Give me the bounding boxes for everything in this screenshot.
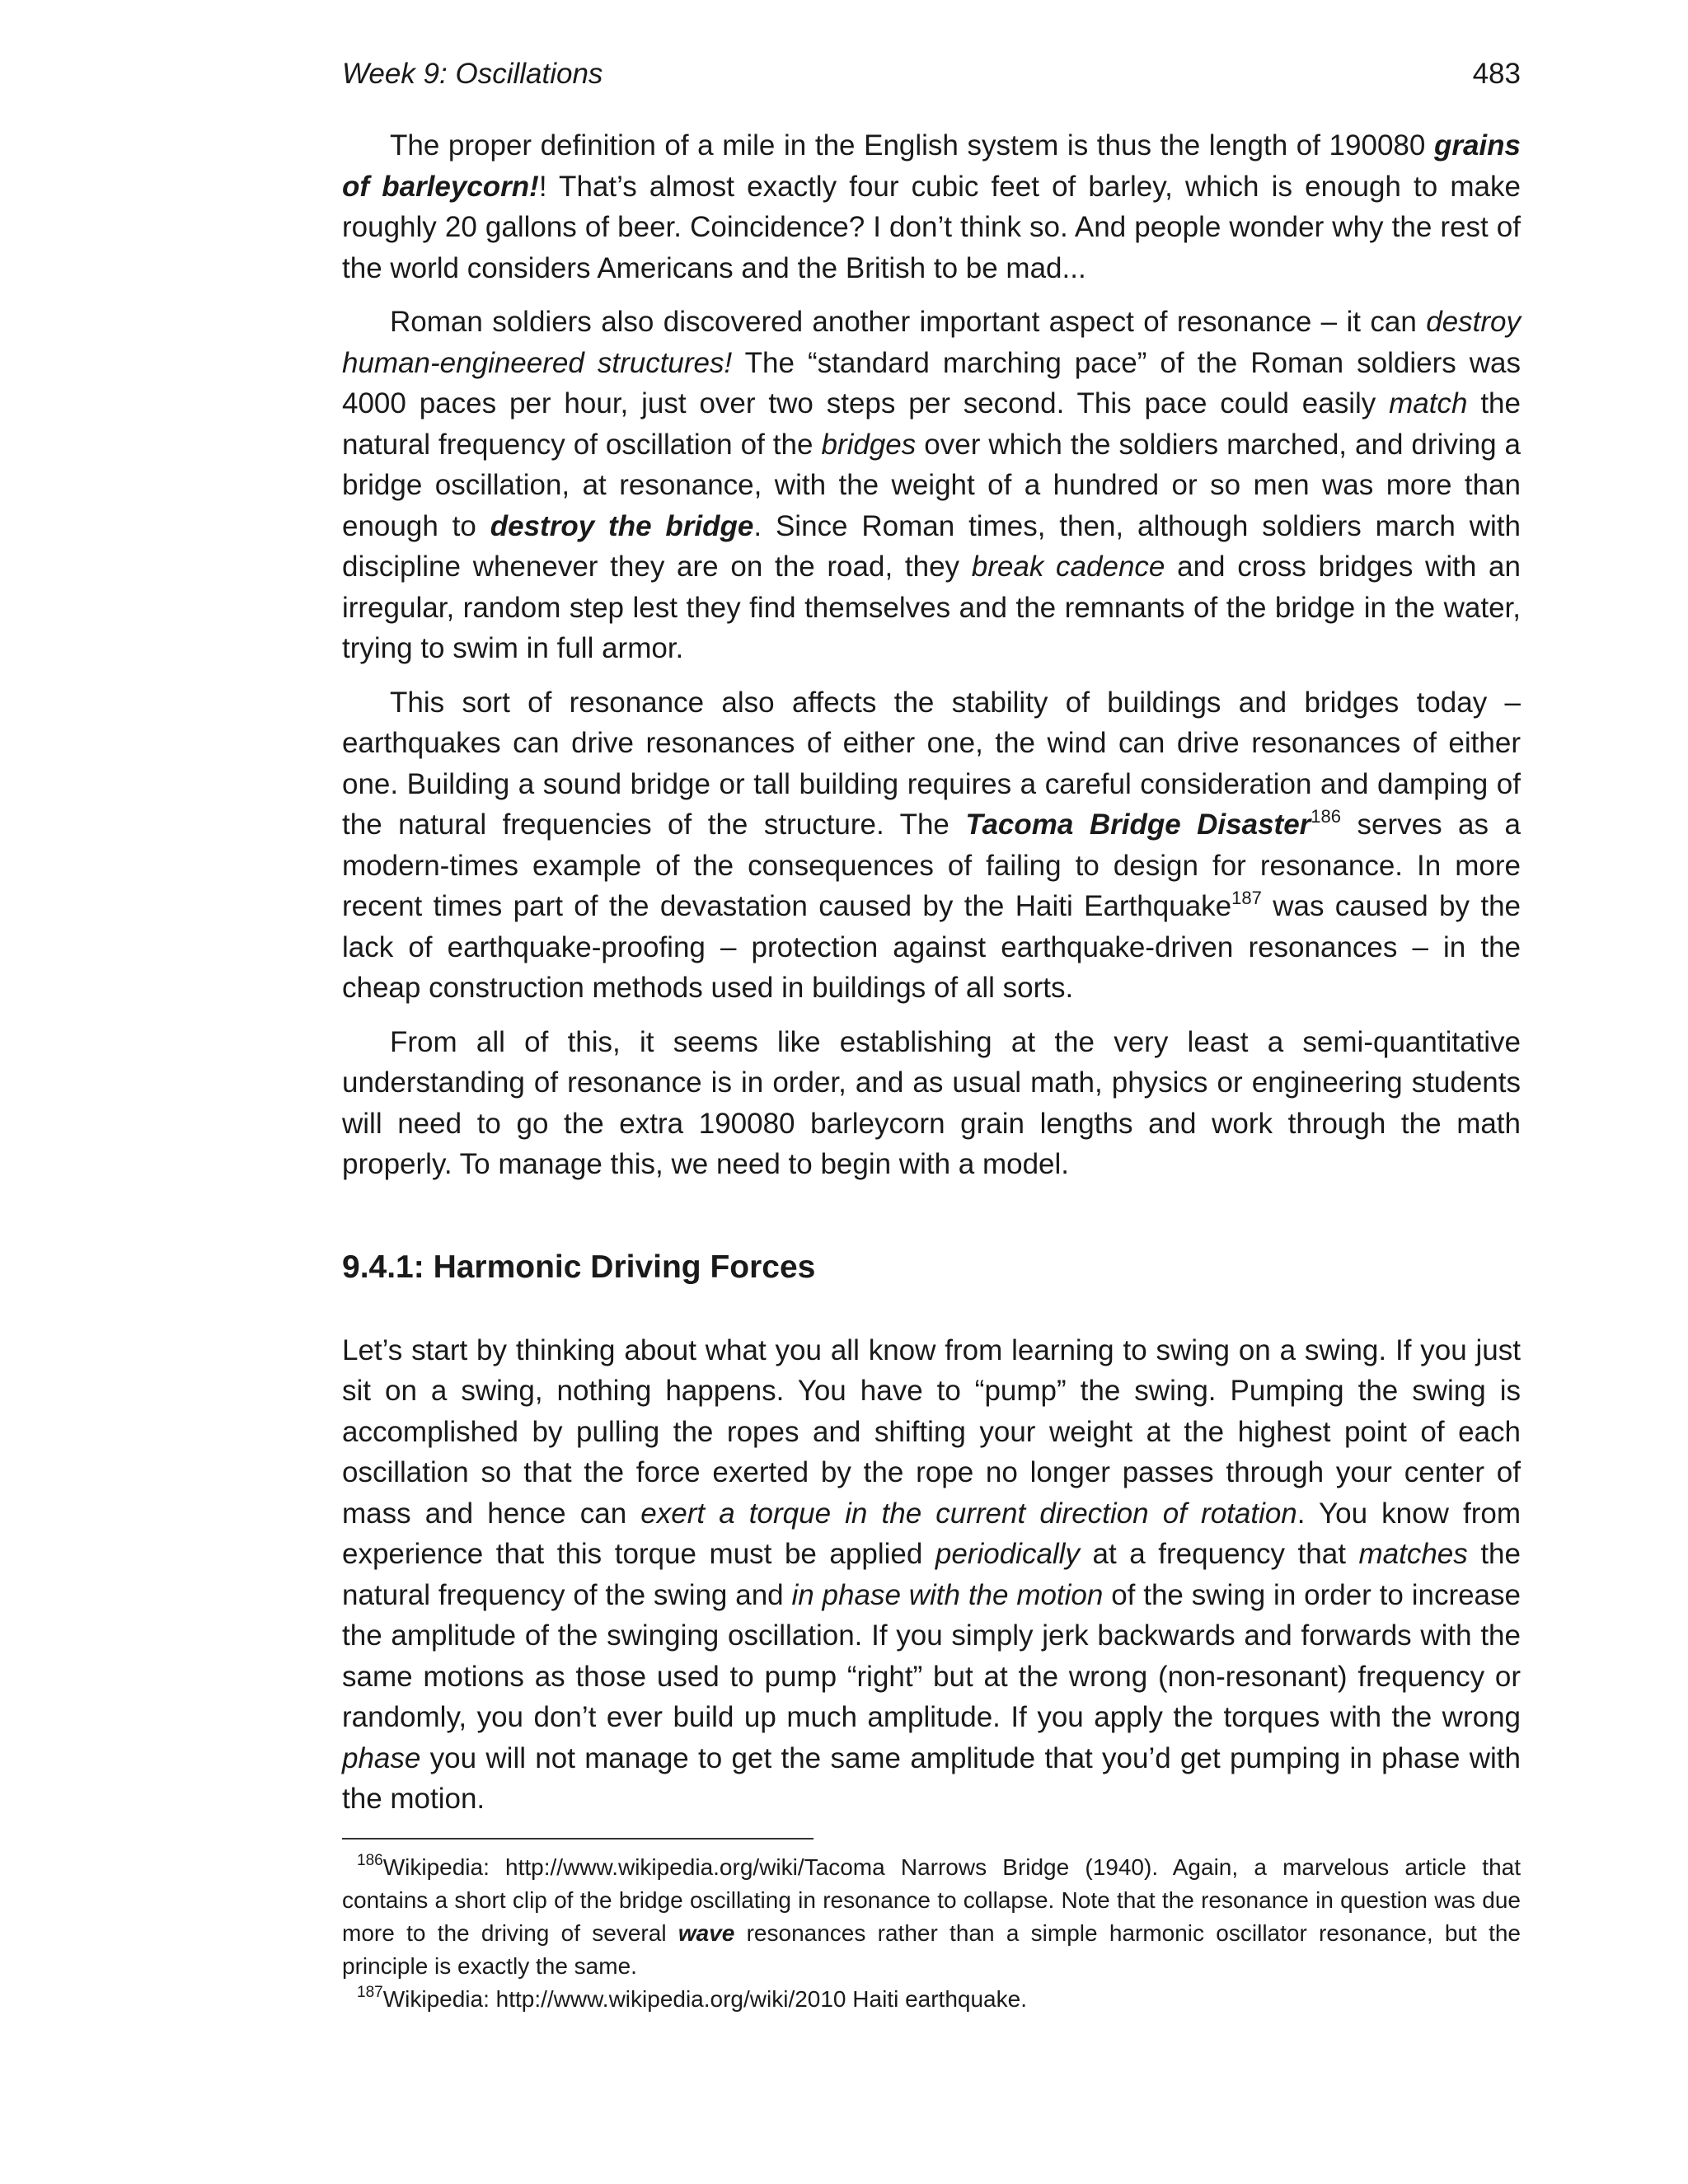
- footnote-number: 186: [357, 1851, 383, 1869]
- emphasis-tacoma: Tacoma Bridge Disaster: [965, 808, 1311, 841]
- paragraph-barleycorn: The proper definition of a mile in the English system is thus the length of 190080 grains of barleycorn!! That’s almost exactly four cubic feet of barley, which is enough to make roughly 20 gallons of beer. Coincidence? I don’t think so. And people wonder why the rest of the world considers Americans and the British to be mad...: [342, 129, 1521, 284]
- emphasis-destroy-structures: destroy human-engineered structures!: [342, 306, 1521, 379]
- running-head: [342, 58, 1521, 91]
- section-heading: 9.4.1: Harmonic Driving Forces: [342, 1249, 816, 1285]
- paragraph-modern-resonance: This sort of resonance also affects the stability of buildings and bridges today – earthquakes can drive resonances of either one, the wind can drive resonances of either one. Building a sound bridge or tall building requires a careful consideration and damping of the natural frequencies of the structure. The Tacoma Bridge Disaster$^{186}$ serves as a modern-times example of the consequences of failing to design for resonance. In more recent times part of the devastation caused by the Haiti Earthquake$^{187}$ was caused by the lack of earthquake-proofing – protection against earthquake-driven resonances – in the cheap construction methods used in buildings of all sorts.: [342, 686, 1522, 1004]
- footnote-187: $^{187}$Wikipedia: http://www.wikipedia.org/wiki/2010 Haiti earthquake.: [357, 1983, 1027, 2012]
- footnote-186: $^{186}$Wikipedia: http://www.wikipedia.org/wiki/Tacoma Narrows Bridge (1940). Again, a marvelous article that contains a short clip of the bridge oscillating in resonance to collapse. Note that the resonance in question was due more to the driving of several wave resonances rather than a simple harmonic oscillator resonance, but the principle is exactly the same.: [342, 1851, 1521, 1979]
- emphasis-destroy-bridge: destroy the bridge: [490, 509, 754, 542]
- paragraph-swing: Let’s start by thinking about what you all know from learning to swing on a swing. If you just sit on a swing, nothing happens. You have to “pump” the swing. Pumping the swing is accomplished by pulling the ropes and shifting your weight at the highest point of each oscillation so that the force exerted by the rope no longer passes through your center of mass and hence can exert a torque in the current direction of rotation. You know from experience that this torque must be applied periodically at a frequency that matches the natural frequency of the swing and in phase with the motion of the swing in order to increase the amplitude of the swinging oscillation. If you simply jerk backwards and forwards with the same motions as those used to pump “right” but at the wrong (non-resonant) frequency or randomly, you don’t ever build up much amplitude. If you apply the torques with the wrong phase you will not manage to get the same amplitude that you’d get pumping in phase with the motion.: [342, 1333, 1521, 1815]
- paragraph-roman-soldiers: Roman soldiers also discovered another important aspect of resonance – it can destroy human-engineered structures! The “standard marching pace” of the Roman soldiers was 4000 paces per hour, just over two steps per second. This pace could easily match the natural frequency of oscillation of the bridges over which the soldiers marched, and driving a bridge oscillation, at resonance, with the weight of a hundred or so men was more than enough to destroy the bridge. Since Roman times, then, although soldiers march with discipline whenever they are on the road, they break cadence and cross bridges with an irregular, random step lest they find themselves and the remnants of the bridge in the water, trying to swim in full armor.: [342, 306, 1522, 664]
- footnote-number: 187: [357, 1983, 383, 2001]
- footnote-divider: [342, 1838, 814, 1840]
- footnote-ref-186[interactable]: 186: [1311, 806, 1342, 827]
- chapter-title: Week 9: Oscillations: [342, 58, 603, 90]
- page-number: 483: [1472, 58, 1521, 90]
- footnote-ref-187[interactable]: 187: [1231, 888, 1262, 908]
- page: [342, 58, 1521, 2016]
- emphasis-wave: wave: [678, 1919, 735, 1946]
- emphasis-barleycorn: grains of barleycorn!: [342, 129, 1521, 203]
- paragraph-model-intro: From all of this, it seems like establishing at the very least a semi-quantitative understanding of resonance is in order, and as usual math, physics or engineering students will need to go the extra 190080 barleycorn grain lengths and work through the math properly. To manage this, we need to begin with a model.: [342, 1025, 1521, 1180]
